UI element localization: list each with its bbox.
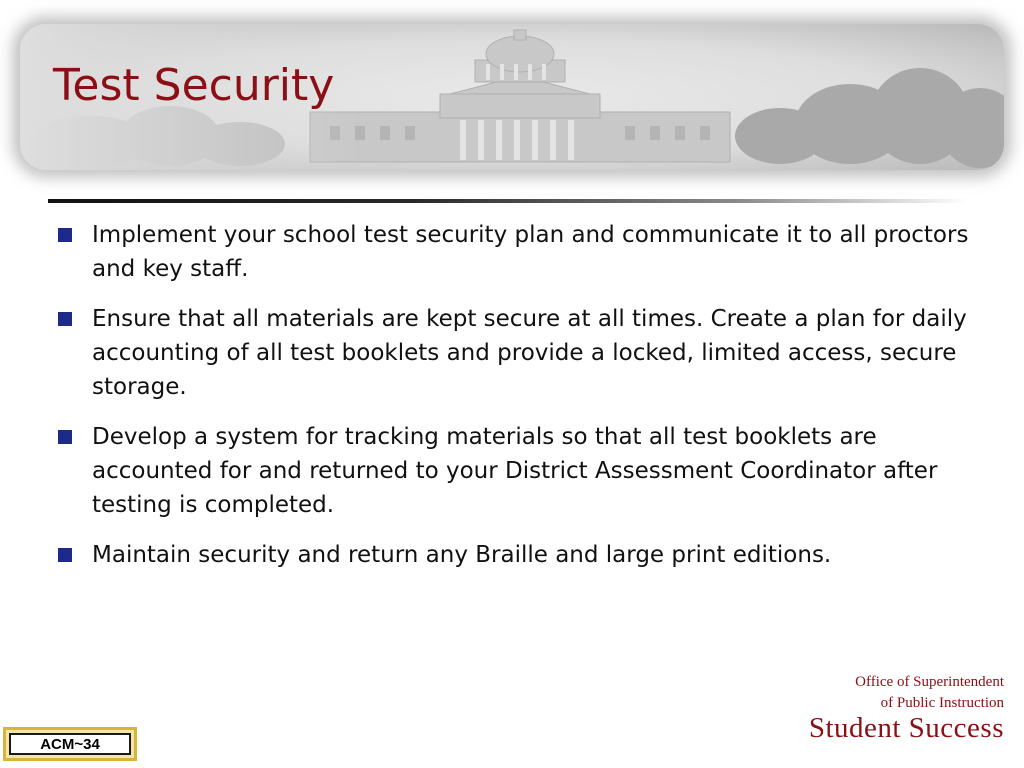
bullet-text: Implement your school test security plan and communicate it to all proctors and key staff. xyxy=(92,222,969,282)
title-divider xyxy=(48,199,968,203)
square-bullet-icon xyxy=(58,548,72,562)
bullet-item xyxy=(56,302,992,404)
organization-line-1: Office of Superintendent xyxy=(855,674,1004,690)
bullet-item xyxy=(56,218,992,286)
organization-line-2: of Public Instruction xyxy=(880,695,1004,711)
bullet-list xyxy=(56,218,992,588)
tagline: Student Success xyxy=(808,712,1004,744)
bullet-item xyxy=(56,420,992,522)
bullet-text: Develop a system for tracking materials so that all test booklets are accounted for and returned to your District Assessment Coordinator after testing is completed. xyxy=(92,424,938,518)
slide-code-badge xyxy=(3,727,137,761)
bullet-text: Maintain security and return any Braille and large print editions. xyxy=(92,542,832,568)
organization-name xyxy=(855,672,1004,714)
bullet-text: Ensure that all materials are kept secure at all times. Create a plan for daily accounting of all test booklets and provide a locked, limited access, secure storage. xyxy=(92,306,967,400)
square-bullet-icon xyxy=(58,228,72,242)
square-bullet-icon xyxy=(58,430,72,444)
square-bullet-icon xyxy=(58,312,72,326)
bullet-item xyxy=(56,538,992,572)
slide-code-label: ACM~34 xyxy=(9,733,131,755)
slide-title: Test Security xyxy=(53,60,335,111)
